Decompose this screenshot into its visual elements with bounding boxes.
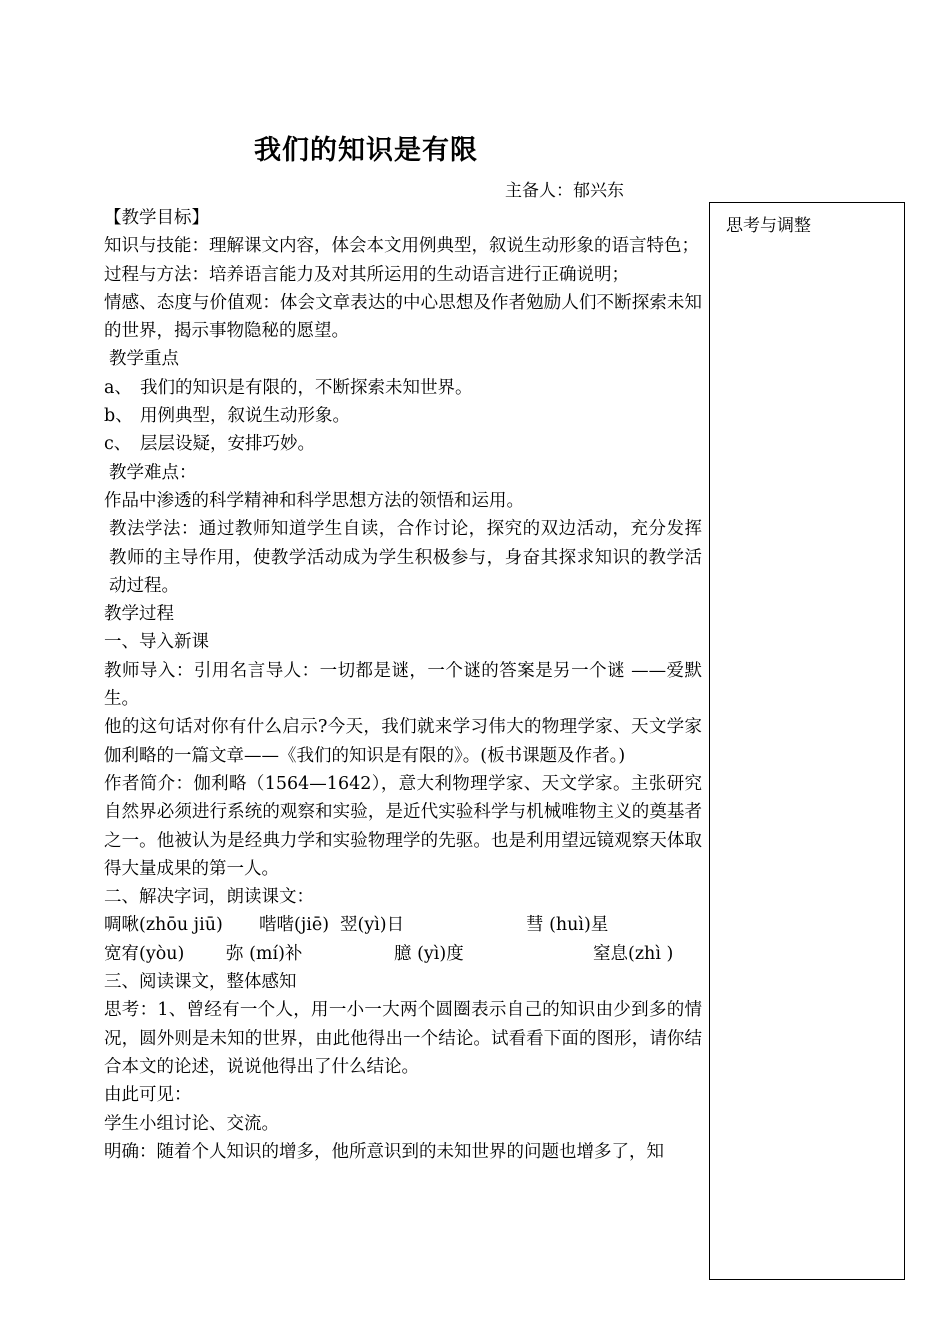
vocab-item: 弥 (mí)补 (226, 943, 303, 964)
vocab-item: 喈喈(jiē) (259, 915, 330, 936)
notes-column-label: 思考与调整 (726, 216, 811, 236)
vocab-item: 宽宥(yòu) (104, 943, 185, 964)
vocab-row (104, 911, 702, 939)
objectives-heading: 【教学目标】 (104, 208, 209, 228)
key-point-item (104, 374, 702, 402)
author-intro: 作者简介：伽利略（1564—1642），意大利物理学家、天文学家。主张研究自然界必须进行系统的观察和实验，是近代实验科学与机械唯物主义的奠基者之一。他被认为是经典力学和实验物理学的先驱。也是利用望远镜观察天体取得大量成果的第一人。 (104, 773, 702, 879)
vocab-item: 翌(yì)日 (340, 915, 405, 936)
objective-process: 过程与方法：培养语言能力及对其所运用的生动语言进行正确说明； (104, 264, 629, 285)
vocab-item: 窒息(zhì ) (593, 943, 674, 964)
section-heading: 三、阅读课文，整体感知 (104, 972, 297, 993)
lead-in-question: 他的这句话对你有什么启示?今天，我们就来学习伟大的物理学家、天文学家伽利略的一篇文章——《我们的知识是有限的》。(板书课题及作者。) (104, 717, 702, 766)
key-points-heading: 教学重点 (109, 349, 179, 370)
vocab-row (104, 940, 702, 968)
lead-in-quote: 教师导入：引用名言导人：一切都是谜，一个谜的答案是另一个谜 ——爱默生。 (104, 660, 702, 710)
list-marker: a、 (104, 377, 132, 398)
vocab-item: 彗 (huì)星 (526, 915, 609, 936)
vocab-item: 啁啾(zhōu jiū) (104, 915, 223, 936)
key-point-item (104, 430, 702, 458)
key-point-text: 我们的知识是有限的，不断探索未知世界。 (140, 377, 473, 398)
clarification-text: 明确：随着个人知识的增多，他所意识到的未知世界的问题也增多了，知 (104, 1141, 664, 1162)
conclusion-prompt: 由此可见： (104, 1085, 192, 1106)
lesson-plan-body (104, 204, 702, 1166)
section-heading: 一、导入新课 (104, 632, 209, 653)
process-heading: 教学过程 (104, 604, 174, 625)
difficulty-text: 作品中渗透的科学精神和科学思想方法的领悟和运用。 (104, 490, 524, 511)
group-discussion: 学生小组讨论、交流。 (104, 1113, 279, 1134)
vocab-item: 臆 (yì)度 (394, 943, 464, 964)
teaching-method: 教法学法：通过教师知道学生自读，合作讨论，探究的双边活动，充分发挥教师的主导作用，使教学活动成为学生积极参与，身奋其探求知识的教学活动过程。 (109, 519, 702, 596)
document-title: 我们的知识是有限 (254, 135, 478, 166)
thinking-question: 思考：1、曾经有一个人，用一小一大两个圆圈表示自己的知识由少到多的情况，圆外则是未知的世界，由此他得出一个结论。试看看下面的图形，请你结合本文的论述，说说他得出了什么结论。 (104, 1000, 702, 1077)
preparer-line: 主备人：郁兴东 (505, 181, 624, 201)
difficulty-heading: 教学难点： (109, 462, 197, 483)
objective-knowledge: 知识与技能：理解课文内容，体会本文用例典型，叙说生动形象的语言特色； (104, 236, 699, 257)
notes-column-box (709, 202, 905, 1280)
key-point-item (104, 402, 702, 430)
key-point-text: 层层设疑，安排巧妙。 (140, 434, 315, 455)
objective-emotion: 情感、态度与价值观：体会文章表达的中心思想及作者勉励人们不断探索未知的世界，揭示事物隐秘的愿望。 (104, 292, 702, 342)
key-point-text: 用例典型，叙说生动形象。 (140, 406, 350, 427)
list-marker: c、 (104, 434, 132, 455)
section-heading: 二、解决字词，朗读课文： (104, 887, 314, 908)
list-marker: b、 (104, 406, 133, 427)
